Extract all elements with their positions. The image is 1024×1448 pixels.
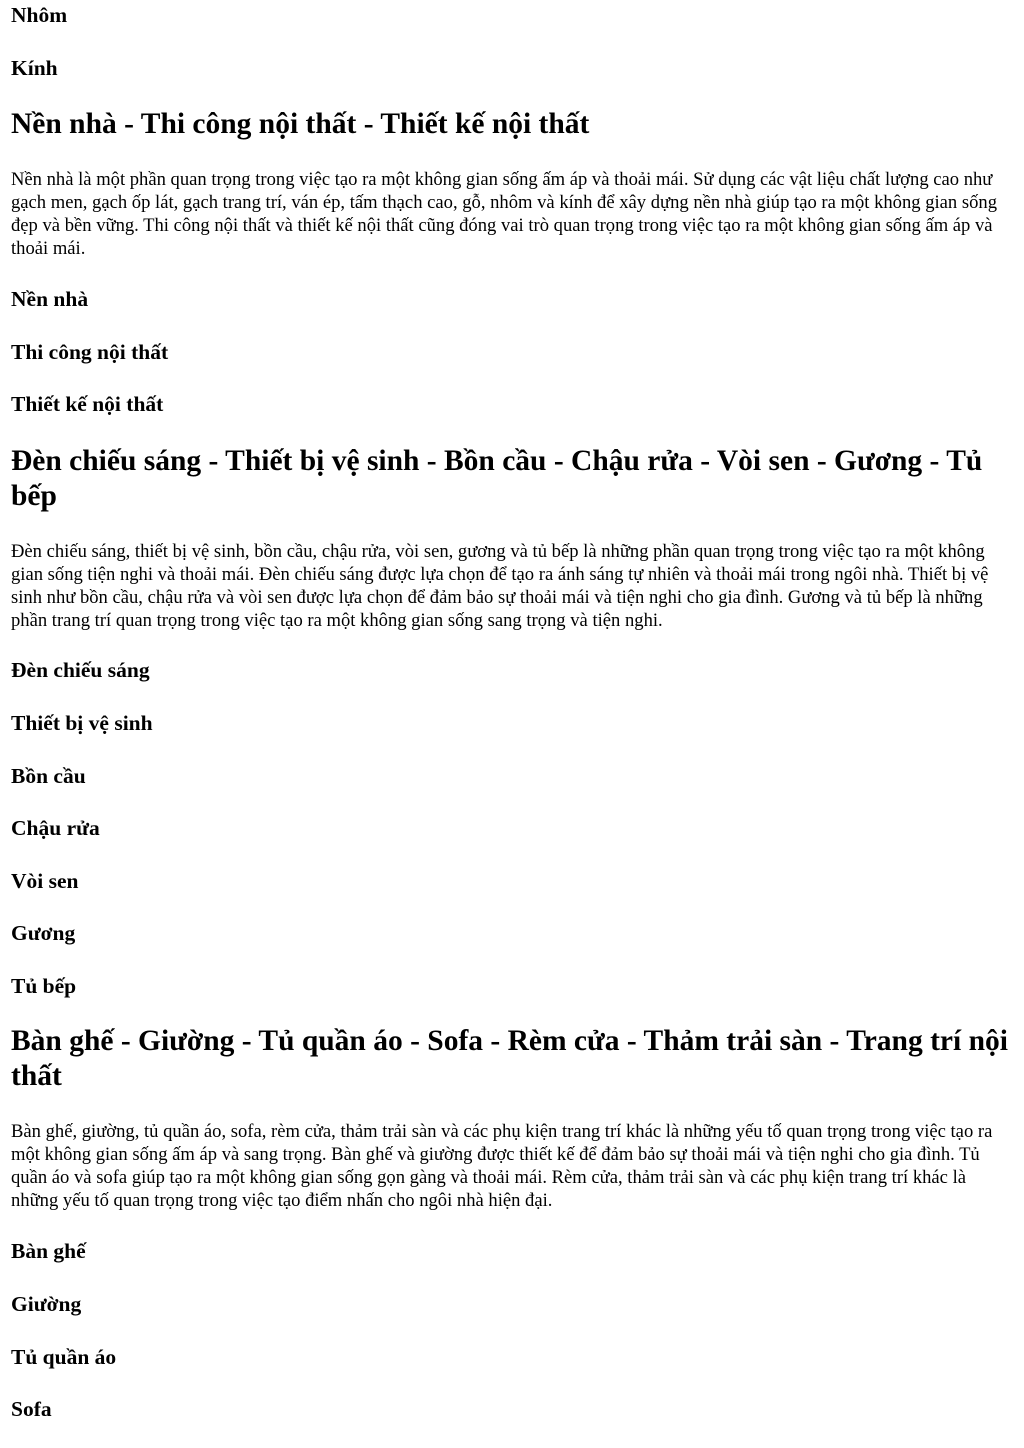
item-heading: Thi công nội thất (11, 340, 169, 364)
item-heading: Tủ quần áo (11, 1345, 117, 1369)
item-heading: Thiết kế nội thất (11, 392, 164, 416)
section-paragraph-den-chieu-sang: Đèn chiếu sáng, thiết bị vệ sinh, bồn cầu, chậu rửa, vòi sen, gương và tủ bếp là những phần quan trọng trong việc tạo ra một không gian sống tiện nghi và thoải mái. Đèn chiếu sáng được lựa chọn để tạo ra ánh sáng tự nhiên và thoải mái trong ngôi nhà. Thiết bị vệ sinh như bồn cầu, chậu rửa và vòi sen được lựa chọn để đảm bảo sự thoải mái và tiện nghi cho gia đình. Gương và tủ bếp là những phần trang trí quan trọng trong việc tạo ra một không gian sống sang trọng và tiện nghi. (11, 541, 989, 631)
item-heading: Chậu rửa (11, 816, 100, 840)
item-heading-nhom: Nhôm (11, 3, 68, 27)
item-heading: Bồn cầu (11, 764, 86, 788)
section-paragraph-ban-ghe: Bàn ghế, giường, tủ quần áo, sofa, rèm cửa, thảm trải sàn và các phụ kiện trang trí khác là những yếu tố quan trọng trong việc tạo ra một không gian sống ấm áp và sang trọng. Bàn ghế và giường được thiết kế để đảm bảo sự thoải mái và tiện nghi cho gia đình. Tủ quần áo và sofa giúp tạo ra một không gian sống gọn gàng và thoải mái. Rèm cửa, thảm trải sàn và các phụ kiện trang trí khác là những yếu tố quan trọng trong việc tạo điểm nhấn cho ngôi nhà hiện đại. (11, 1121, 993, 1211)
item-heading: Gương (11, 921, 76, 945)
item-heading: Vòi sen (11, 869, 79, 893)
section-title-ban-ghe: Bàn ghế - Giường - Tủ quần áo - Sofa - Rèm cửa - Thảm trải sàn - Trang trí nội thất (11, 1025, 1008, 1092)
item-heading: Thiết bị vệ sinh (11, 711, 153, 735)
item-heading: Đèn chiếu sáng (11, 658, 150, 682)
item-heading: Bàn ghế (11, 1239, 86, 1263)
section-title-nen-nha: Nền nhà - Thi công nội thất - Thiết kế nội thất (11, 108, 590, 140)
section-title-den-chieu-sang: Đèn chiếu sáng - Thiết bị vệ sinh - Bồn cầu - Chậu rửa - Vòi sen - Gương - Tủ bếp (11, 445, 983, 512)
item-heading-kinh: Kính (11, 56, 58, 80)
item-heading: Tủ bếp (11, 974, 77, 998)
item-heading: Nền nhà (11, 287, 89, 311)
item-heading: Giường (11, 1292, 82, 1316)
item-heading: Sofa (11, 1397, 52, 1421)
section-paragraph-nen-nha: Nền nhà là một phần quan trọng trong việc tạo ra một không gian sống ấm áp và thoải mái. Sử dụng các vật liệu chất lượng cao như gạch men, gạch ốp lát, gạch trang trí, ván ép, tấm thạch cao, gỗ, nhôm và kính để xây dựng nền nhà giúp tạo ra một không gian sống đẹp và bền vững. Thi công nội thất và thiết kế nội thất cũng đóng vai trò quan trọng trong việc tạo ra một không gian sống ấm áp và thoải mái. (11, 169, 997, 259)
